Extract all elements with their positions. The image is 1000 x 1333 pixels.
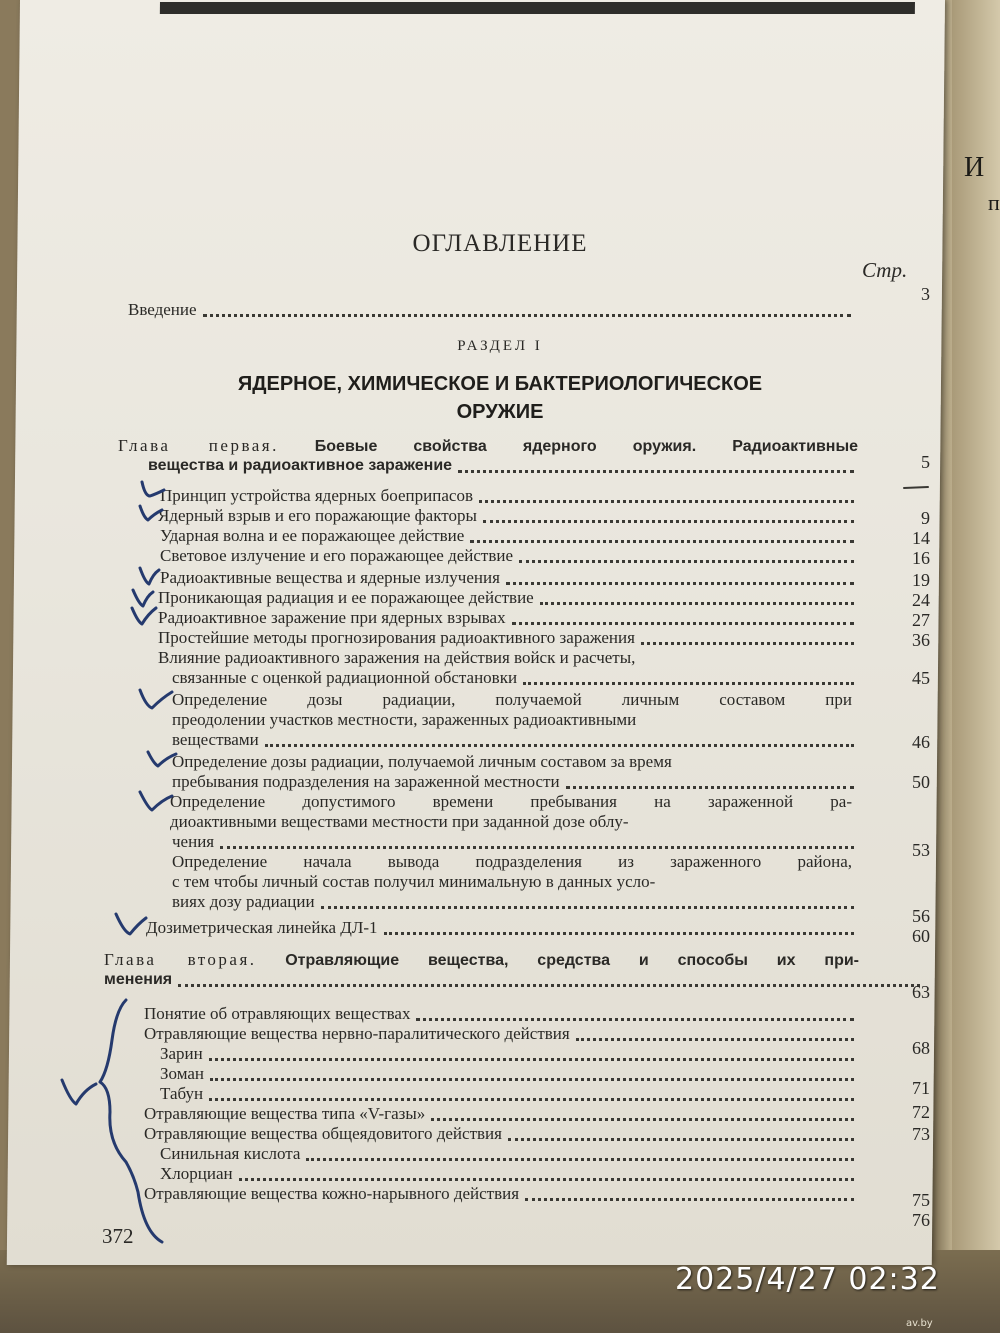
page-number: 372 [102, 1224, 134, 1248]
toc-entry [144, 1104, 858, 1124]
toc-entry-multiline [172, 852, 852, 892]
toc-entry-text: Принцип устройства ядерных боеприпасов [160, 486, 473, 505]
toc-entry [160, 546, 858, 566]
toc-entry-text: Хлорциан [160, 1164, 233, 1183]
toc-entry [144, 1124, 858, 1144]
toc-entry [158, 506, 858, 526]
toc-entry [158, 608, 858, 628]
toc-page-number: 68 [912, 1038, 930, 1058]
toc-page-number: 73 [912, 1124, 930, 1144]
section-title-line: ОРУЖИЕ [456, 401, 544, 423]
toc-entry-text: Отравляющие вещества типа «V-газы» [144, 1104, 426, 1123]
toc-page-number: 63 [912, 982, 930, 1002]
toc-page-number: 75 [912, 1190, 930, 1210]
toc-entry-text: связанные с оценкой радиационной обстановки [172, 668, 518, 687]
toc-page-number: 53 [912, 840, 930, 860]
neighbor-page-fragment: п [988, 190, 1000, 215]
toc-entry-text: Синильная кислота [160, 1144, 301, 1163]
toc-entry [160, 526, 858, 546]
toc-page-number: 45 [912, 668, 930, 688]
chapter-heading-1 [118, 436, 858, 457]
neighbor-page-fragment: И [964, 152, 985, 183]
toc-entry-text: Зоман [160, 1064, 204, 1083]
chapter-title-line: менения [104, 971, 173, 988]
toc-entry-multiline [172, 752, 852, 772]
toc-entry [160, 568, 858, 588]
toc-entry-text: Введение [128, 300, 197, 319]
toc-entry-text: Ударная волна и ее поражающее действие [160, 526, 465, 545]
toc-entry-multiline [170, 792, 852, 832]
toc-entry [144, 1184, 858, 1204]
chapter-heading-2-cont [104, 970, 924, 990]
toc-page-number: 46 [912, 732, 930, 752]
toc-entry-last-line [172, 832, 858, 852]
toc-entry-text: Отравляющие вещества нервно-паралитического действия [144, 1024, 570, 1043]
toc-entry-line: Определение начала вывода подразделения из зараженного района, [172, 852, 852, 871]
toc-page-number: 72 [912, 1102, 930, 1122]
toc-entry-line: Определение дозы радиации, получаемой личным составом при [172, 690, 852, 709]
toc-entry-intro [128, 300, 855, 320]
toc-entry-text: Радиоактивное заражение при ядерных взрывах [158, 608, 506, 627]
toc-entry [160, 1084, 858, 1104]
toc-page-number: 27 [912, 610, 930, 630]
toc-page-number: 5 [921, 452, 930, 472]
toc-page-number: 50 [912, 772, 930, 792]
watermark: av.by [906, 1318, 933, 1329]
photo-timestamp: 2025/4/27 02:32 [675, 1262, 940, 1297]
toc-page-number: 56 [912, 906, 930, 926]
toc-entry-text: Проникающая радиация и ее поражающее действие [158, 588, 534, 607]
toc-entry [160, 486, 858, 506]
toc-entry-text: чения [172, 832, 215, 851]
toc-entry-line: Определение дозы радиации, получаемой личным составом за время [172, 752, 672, 771]
toc-entry-text: виях дозу радиации [172, 892, 315, 911]
toc-entry-text: Ядерный взрыв и его поражающие факторы [158, 506, 477, 525]
toc-page-number: 19 [912, 570, 930, 590]
page-title: ОГЛАВЛЕНИЕ [412, 230, 588, 257]
toc-entry-text: веществами [172, 730, 259, 749]
toc-entry-text: Табун [160, 1084, 204, 1103]
toc-page-number: 9 [921, 508, 930, 528]
toc-entry-last-line [172, 730, 858, 750]
toc-entry-line: диоактивными веществами местности при заданной дозе облу- [170, 812, 629, 831]
toc-entry [146, 918, 858, 938]
toc-entry-multiline [172, 690, 852, 730]
toc-entry-text: Дозиметрическая линейка ДЛ-1 [146, 918, 378, 937]
toc-entry-text: Отравляющие вещества кожно-нарывного действия [144, 1184, 520, 1203]
toc-entry-text: Понятие об отравляющих веществах [144, 1004, 411, 1023]
section-label: РАЗДЕЛ I [457, 338, 543, 354]
toc-entry [144, 1004, 858, 1024]
toc-entry-line: с тем чтобы личный состав получил минимальную в данных усло- [172, 872, 656, 891]
toc-page-number: 36 [912, 630, 930, 650]
toc-entry-line: Определение допустимого времени пребывания на зараженной ра- [170, 792, 852, 811]
chapter-heading-1-cont [148, 456, 858, 476]
toc-entry-line: преодолении участков местности, зараженных радиоактивными [172, 710, 637, 729]
toc-page-number: 71 [912, 1078, 930, 1098]
toc-entry [158, 628, 858, 648]
page-column-label: Стр. [862, 258, 908, 282]
chapter-label: Глава первая. [118, 436, 279, 455]
section-title-line: ЯДЕРНОЕ, ХИМИЧЕСКОЕ И БАКТЕРИОЛОГИЧЕСКОЕ [237, 373, 763, 395]
toc-entry-text: Отравляющие вещества общеядовитого действия [144, 1124, 502, 1143]
toc-page-number: 60 [912, 926, 930, 946]
toc-entry-last-line [172, 772, 858, 792]
toc-entry-last-line [172, 668, 858, 688]
toc-entry-multiline [158, 648, 852, 668]
toc-entry-text: Световое излучение и его поражающее действие [160, 546, 514, 565]
top-rule [160, 2, 915, 14]
toc-entry [160, 1164, 858, 1184]
toc-page-number: 14 [912, 528, 930, 548]
toc-page-number: 76 [912, 1210, 930, 1230]
toc-entry-line: Влияние радиоактивного заражения на действия войск и расчеты, [158, 648, 636, 667]
toc-entry [160, 1044, 858, 1064]
toc-entry-last-line [172, 892, 858, 912]
neighbor-page [952, 0, 1000, 1333]
toc-page-number: 3 [921, 284, 930, 304]
toc-entry-text: пребывания подразделения на зараженной местности [172, 772, 560, 791]
toc-entry-text: Простейшие методы прогнозирования радиоактивного заражения [158, 628, 635, 647]
toc-entry [160, 1064, 858, 1084]
section-title [170, 370, 830, 426]
toc-entry [144, 1024, 858, 1044]
toc-entry [158, 588, 858, 608]
chapter-title-line: Отравляющие вещества, средства и способы их при- [285, 952, 859, 969]
toc-page-number: 16 [912, 548, 930, 568]
chapter-title-line: вещества и радиоактивное заражение [148, 457, 453, 474]
chapter-label: Глава вторая. [104, 950, 257, 969]
toc-entry-text: Радиоактивные вещества и ядерные излучения [160, 568, 500, 587]
toc-entry [160, 1144, 858, 1164]
chapter-title-line: Боевые свойства ядерного оружия. Радиоактивные [314, 438, 859, 455]
toc-entry-text: Зарин [160, 1044, 203, 1063]
chapter-heading-2 [104, 950, 859, 971]
toc-page-number: 24 [912, 590, 930, 610]
